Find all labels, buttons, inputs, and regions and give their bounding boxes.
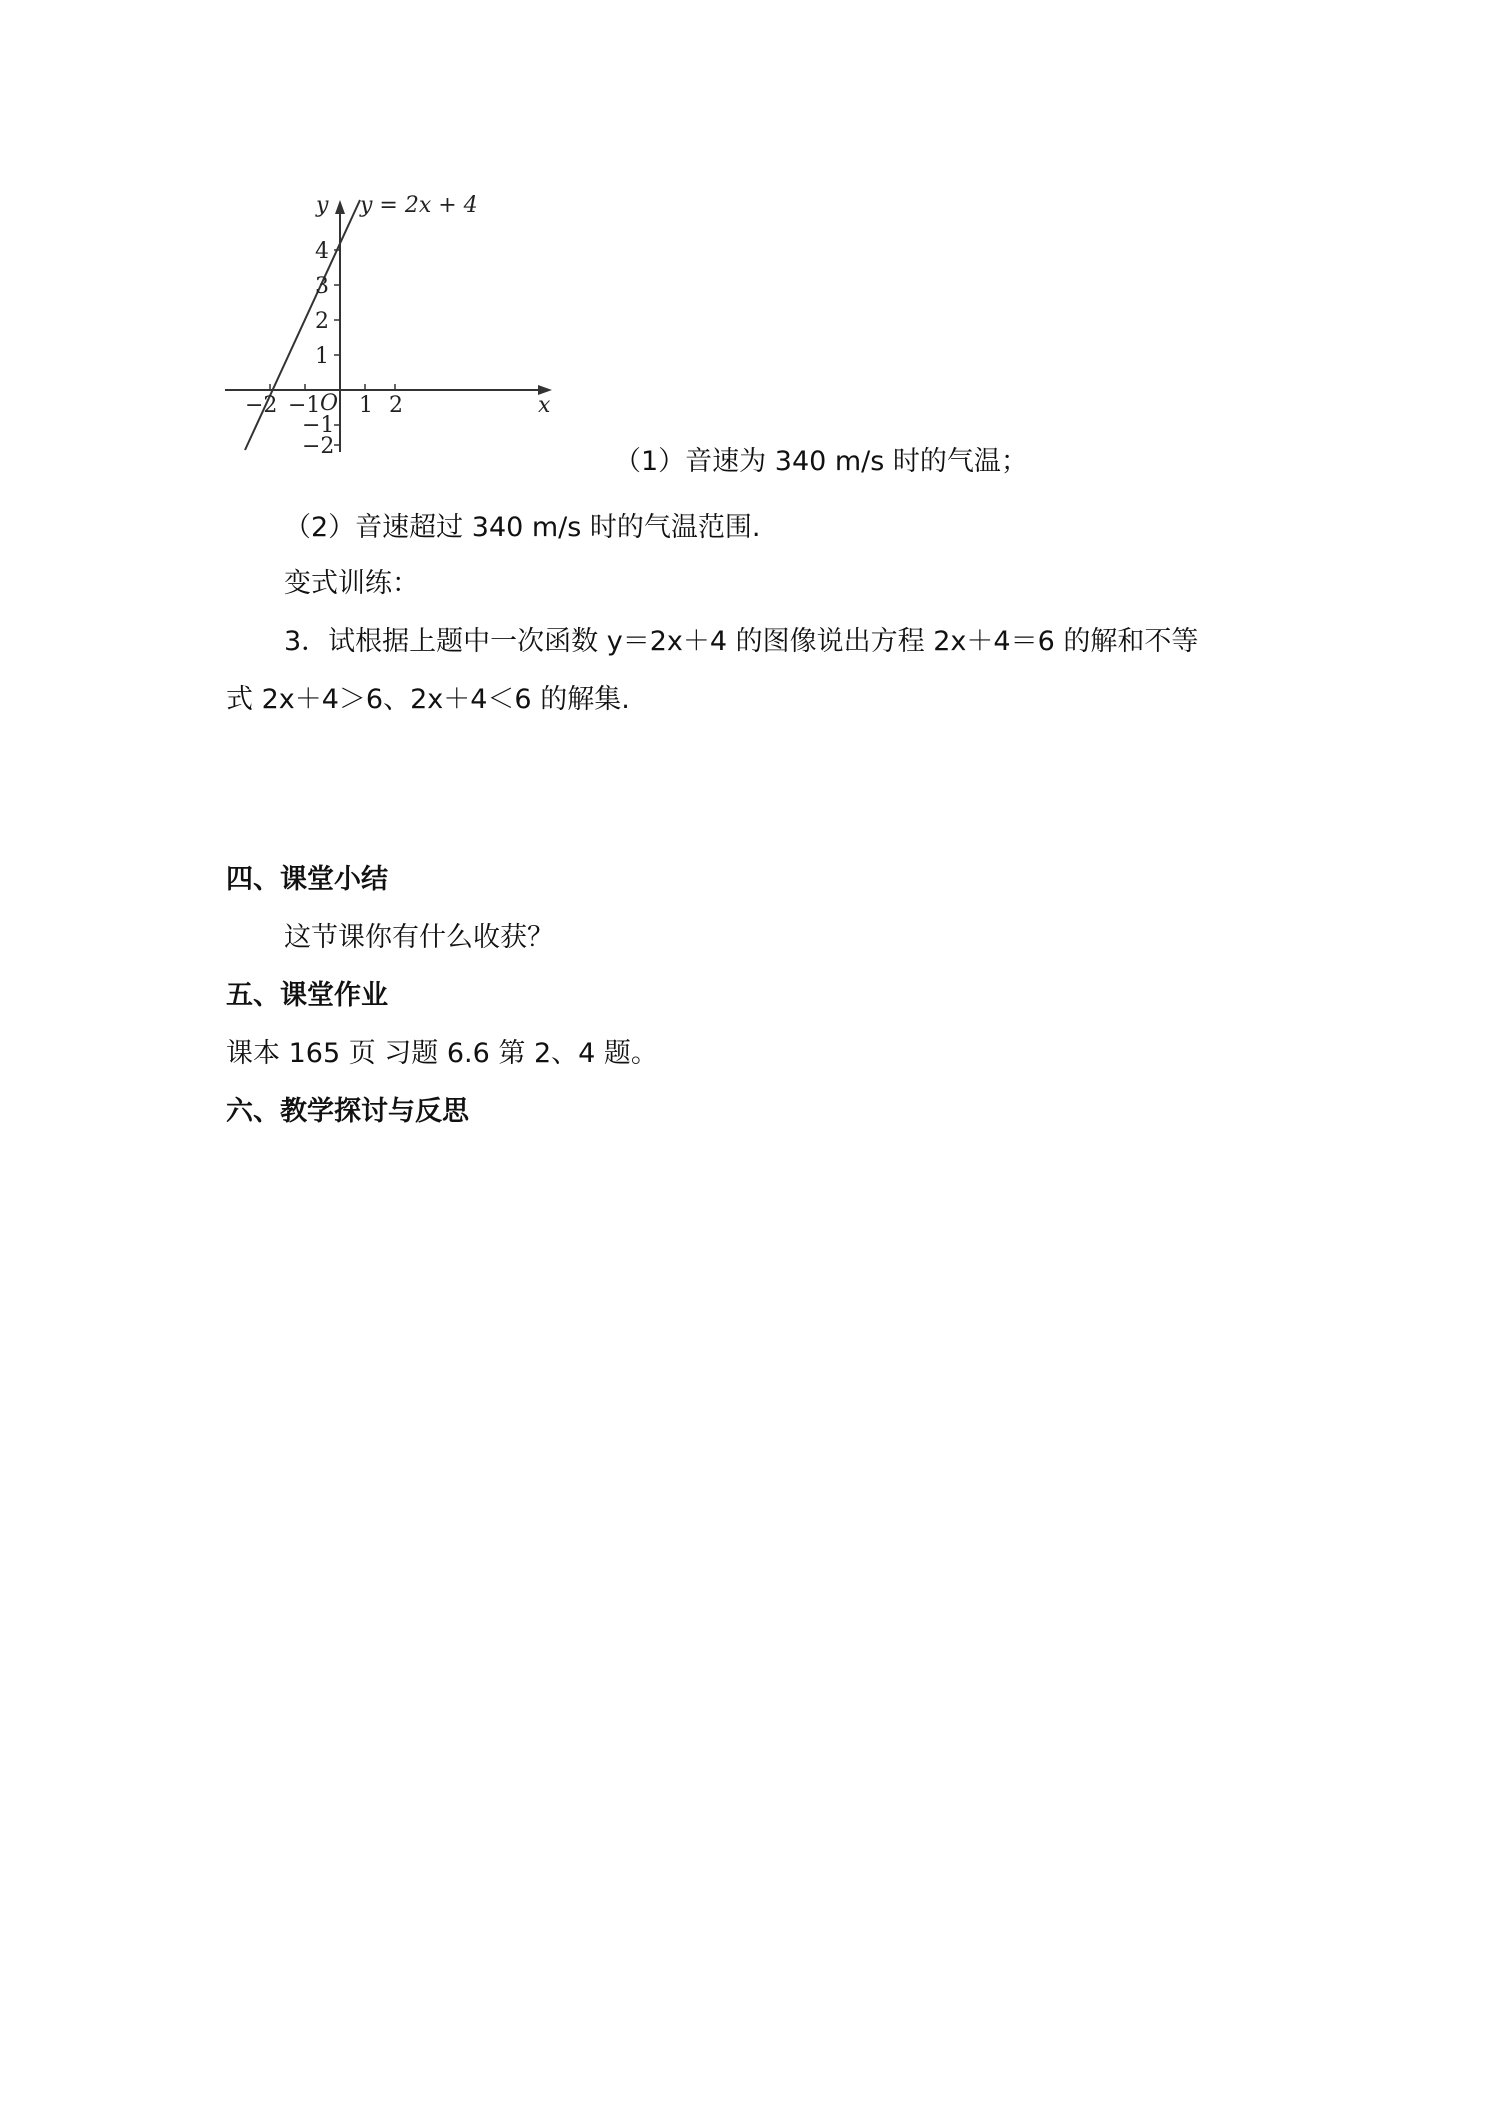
question-2: （2）音速超过 340 m/s 时的气温范围. [284, 512, 761, 543]
origin-label: O [320, 391, 339, 416]
question-3-line-1: 3．试根据上题中一次函数 y＝2x＋4 的图像说出方程 2x＋4＝6 的解和不等 [284, 626, 1199, 657]
function-label: y = 2x + 4 [360, 193, 478, 218]
y-axis-arrow [335, 200, 345, 214]
section-4-text: 这节课你有什么收获？ [284, 922, 554, 953]
y-axis-label: y [316, 193, 329, 218]
y-tick-label: 3 [315, 274, 329, 299]
question-3-line-2: 式 2x＋4＞6、2x＋4＜6 的解集. [226, 684, 630, 715]
y-tick-label: 1 [315, 344, 329, 369]
x-tick-label: −1 [288, 393, 321, 418]
x-tick-label: 1 [359, 393, 373, 418]
section-6-title: 六、教学探讨与反思 [226, 1096, 469, 1127]
x-axis-label: x [538, 393, 551, 418]
variant-title: 变式训练： [284, 568, 419, 599]
y-tick-label: 2 [315, 309, 329, 334]
y-tick-label: −1 [302, 413, 335, 438]
section-4-title: 四、课堂小结 [226, 864, 388, 895]
y-tick-label: 4 [315, 239, 329, 264]
function-graph-svg [220, 190, 560, 470]
x-tick-label: 2 [389, 393, 403, 418]
x-tick-label: −2 [245, 393, 278, 418]
section-5-text: 课本 165 页 习题 6.6 第 2、4 题。 [226, 1038, 658, 1069]
function-graph [220, 190, 560, 470]
section-5-title: 五、课堂作业 [226, 980, 388, 1011]
y-tick-label: −2 [302, 434, 335, 459]
question-1: （1）音速为 340 m/s 时的气温； [614, 446, 1028, 477]
